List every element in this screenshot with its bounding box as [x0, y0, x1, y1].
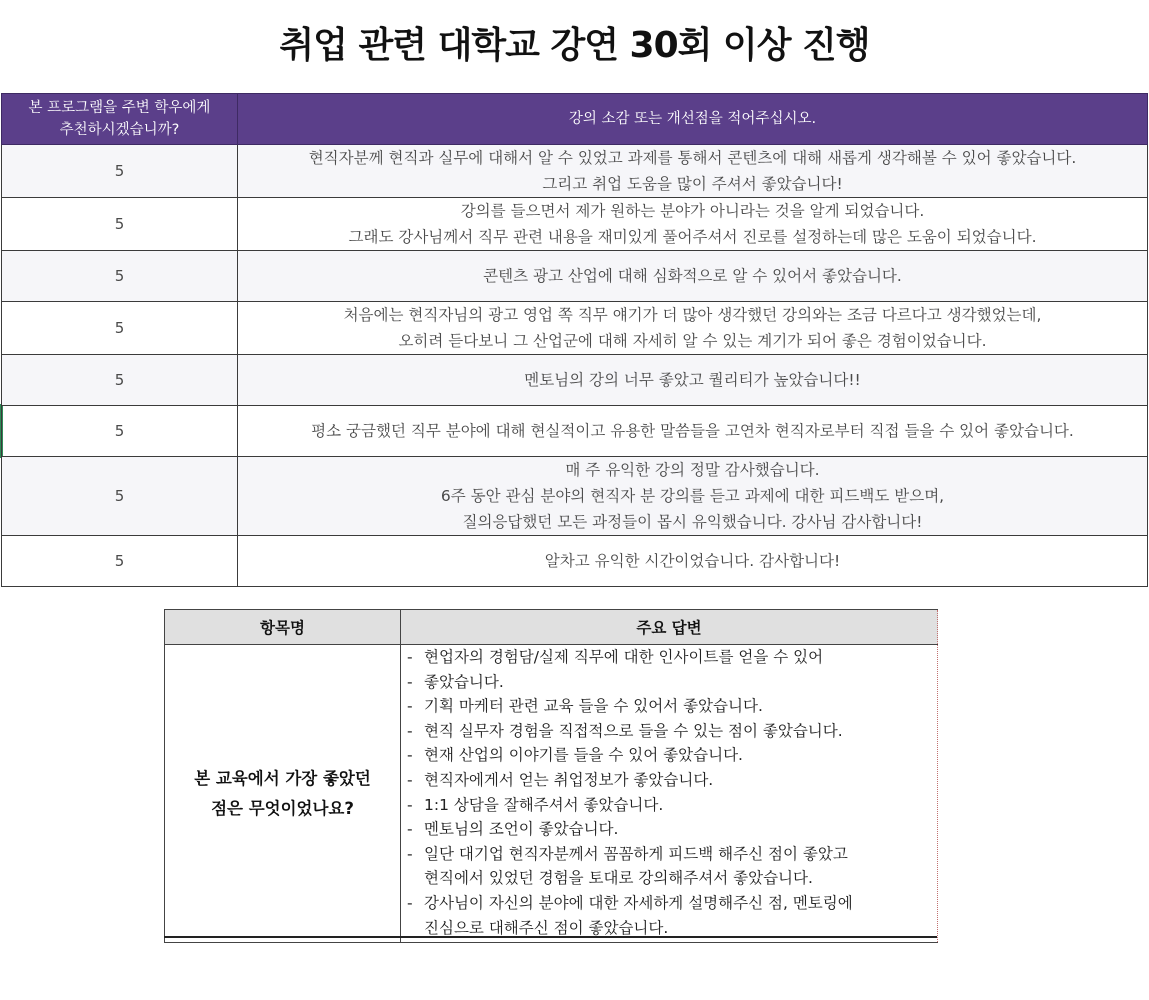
dash-bullet: - [407, 844, 413, 863]
table-row [2, 251, 1148, 302]
table-row [2, 302, 1148, 355]
answer-item [407, 842, 929, 891]
dash-bullet: - [407, 648, 413, 666]
answer-text: 현업자의 경험담/실제 직무에 대한 인사이트를 얻을 수 있어 [424, 648, 824, 666]
answer-text: 현재 산업의 이야기를 들을 수 있어 좋았습니다. [424, 746, 743, 765]
answer-text: 현직자에게서 얻는 취업정보가 좋았습니다. [424, 770, 714, 789]
answer-text: 좋았습니다. [424, 672, 504, 691]
score-cell: 5 [2, 302, 238, 355]
answer-item [407, 768, 929, 793]
header-recommend-line: 본 프로그램을 주변 학우에게 [28, 100, 211, 116]
table-row [2, 406, 1148, 457]
page-title: 취업 관련 대학교 강연 30회 이상 진행 [279, 25, 870, 66]
comment-cell [238, 457, 1148, 536]
answer-text-continued: 현직에서 있었던 경험을 토대로 강의해주셔서 좋았습니다. [424, 869, 813, 888]
comment-cell [238, 198, 1148, 251]
answer-text: 현직 실무자 경험을 직접적으로 들을 수 있는 점이 좋았습니다. [424, 721, 843, 740]
comment-cell [238, 302, 1148, 355]
table-row [2, 198, 1148, 251]
table-row [2, 536, 1148, 587]
answer-text: 1:1 상담을 잘해주셔서 좋았습니다. [424, 795, 664, 814]
table-row [2, 457, 1148, 536]
table-row [2, 145, 1148, 198]
answer-item [407, 670, 929, 695]
answer-text: 강사님이 자신의 분야에 대한 자세하게 설명해주신 점, 멘토링에 [424, 893, 853, 912]
dash-bullet: - [407, 672, 413, 691]
table-bottom-rule [164, 936, 937, 938]
dash-bullet: - [407, 820, 413, 839]
header-main-answers: 주요 답변 [401, 610, 938, 645]
header-recommend [2, 94, 238, 145]
question-line: 점은 무엇이었나요? [211, 798, 354, 818]
comment-line: 강의를 들으면서 제가 원하는 분야가 아니라는 것을 알게 되었습니다. [460, 202, 925, 220]
dash-bullet: - [407, 770, 413, 789]
answer-item [407, 817, 929, 842]
comment-line: 처음에는 현직자님의 광고 영업 쪽 직무 얘기가 더 많아 생각했던 강의와는 조금 다르다고 생각했었는데, [343, 306, 1042, 324]
score-cell: 5 [2, 355, 238, 406]
header-recommend-line: 추천하시겠습니까? [59, 122, 180, 138]
comment-cell [238, 145, 1148, 198]
dash-bullet: - [407, 746, 413, 765]
score-cell: 5 [2, 457, 238, 536]
comment-line: 콘텐츠 광고 산업에 대해 심화적으로 알 수 있어서 좋았습니다. [483, 267, 902, 285]
header-comment: 강의 소감 또는 개선점을 적어주십시오. [238, 94, 1148, 145]
dash-bullet: - [407, 721, 413, 740]
score-cell: 5 [2, 536, 238, 587]
answer-text: 기획 마케터 관련 교육 들을 수 있어서 좋았습니다. [424, 697, 763, 716]
dash-bullet: - [407, 697, 413, 716]
answer-text: 멘토님의 조언이 좋았습니다. [424, 820, 619, 839]
summary-table [164, 609, 938, 943]
answer-item [407, 645, 929, 670]
comment-line: 현직자분께 현직과 실무에 대해서 알 수 있었고 과제를 통해서 콘텐츠에 대해 새롭게 생각해볼 수 있어 좋았습니다. [308, 149, 1077, 167]
answer-item [407, 793, 929, 818]
comment-line: 질의응답했던 모든 과정들이 몹시 유익했습니다. 강사님 감사합니다! [462, 513, 923, 531]
survey-results-table [1, 93, 1148, 587]
answer-item [407, 743, 929, 768]
question-line: 본 교육에서 가장 좋았던 [194, 768, 371, 788]
dash-bullet: - [407, 893, 413, 912]
comment-line: 오히려 듣다보니 그 산업군에 대해 자세히 알 수 있는 계기가 되어 좋은 경험이었습니다. [398, 332, 987, 350]
score-cell: 5 [2, 145, 238, 198]
question-cell [165, 645, 401, 943]
answer-item [407, 719, 929, 744]
answer-item [407, 891, 929, 940]
answer-item [407, 694, 929, 719]
answer-text-continued: 진심으로 대해주신 점이 좋았습니다. [424, 918, 669, 937]
answer-text: 일단 대기업 현직자분께서 꼼꼼하게 피드백 해주신 점이 좋았고 [424, 844, 848, 863]
comment-line: 그래도 강사님께서 직무 관련 내용을 재미있게 풀어주셔서 진로를 설정하는데 많은 도움이 되었습니다. [348, 228, 1037, 246]
comment-line: 매 주 유익한 강의 정말 감사했습니다. [565, 461, 820, 479]
score-cell: 5 [2, 406, 238, 457]
comment-line: 알차고 유익한 시간이었습니다. 감사합니다! [544, 552, 841, 570]
comment-cell [238, 406, 1148, 457]
table-row [2, 355, 1148, 406]
comment-cell [238, 355, 1148, 406]
comment-cell [238, 536, 1148, 587]
dash-bullet: - [407, 795, 413, 814]
comment-line: 그리고 취업 도움을 많이 주셔서 좋았습니다! [542, 175, 843, 193]
answers-cell [401, 645, 938, 943]
score-cell: 5 [2, 251, 238, 302]
comment-line: 6주 동안 관심 분야의 현직자 분 강의를 듣고 과제에 대한 피드백도 받으며, [440, 487, 945, 505]
comment-line: 멘토님의 강의 너무 좋았고 퀄리티가 높았습니다!! [524, 371, 861, 389]
score-cell: 5 [2, 198, 238, 251]
comment-line: 평소 궁금했던 직무 분야에 대해 현실적이고 유용한 말씀들을 고연차 현직자로부터 직접 들을 수 있어 좋았습니다. [311, 422, 1074, 440]
header-item-name: 항목명 [165, 610, 401, 645]
comment-cell [238, 251, 1148, 302]
